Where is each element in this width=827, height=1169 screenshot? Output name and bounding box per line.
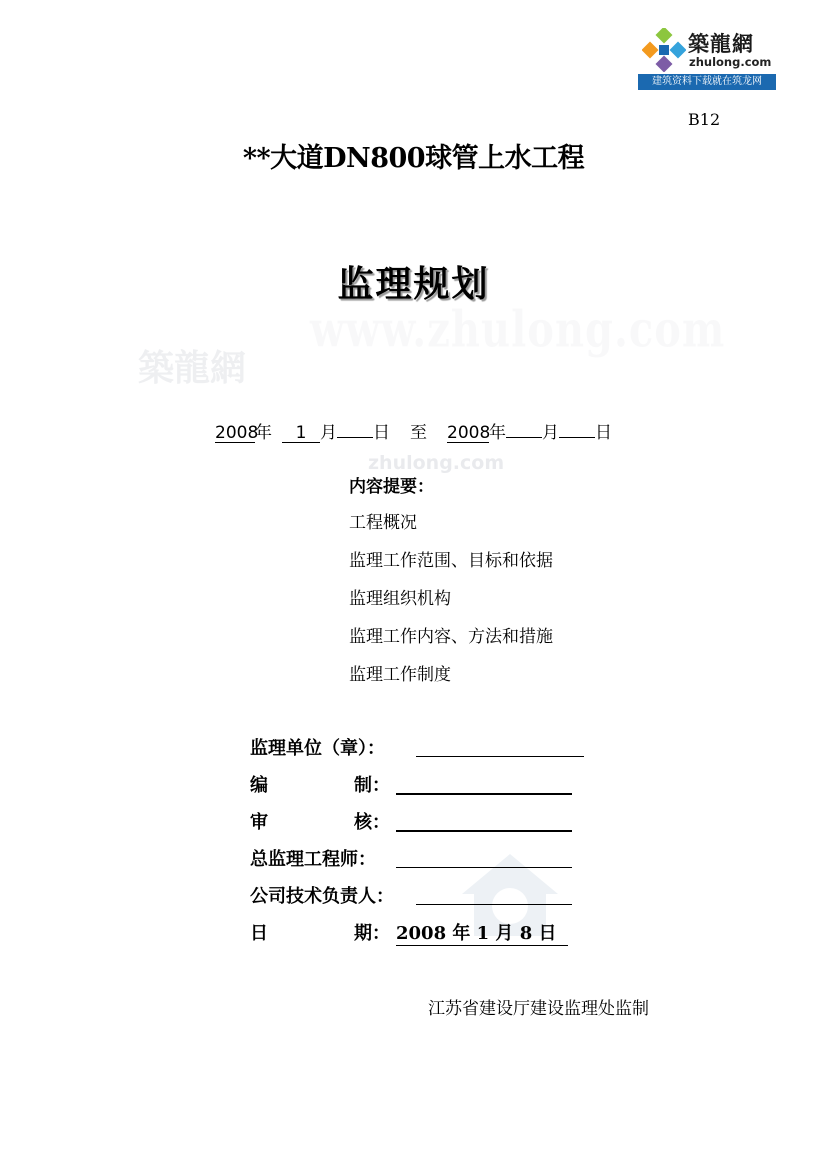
date-label-1: 日: [250, 923, 268, 944]
end-month: [506, 437, 542, 438]
zhulong-logo: [638, 24, 776, 90]
end-day: [559, 437, 595, 438]
date-value: 2008 年 1 月 8 日: [396, 919, 568, 946]
contents-item: 监理工作范围、目标和依据: [349, 551, 553, 571]
contents-item: 工程概况: [349, 513, 417, 533]
project-title: **大道DN800球管上水工程: [242, 143, 585, 174]
reviewed-by-line: [396, 830, 572, 832]
end-year-label: 年: [489, 423, 506, 443]
compiled-by-label-1: 编: [250, 775, 268, 796]
contents-item: 监理工作内容、方法和措施: [349, 627, 553, 647]
contents-heading: 内容提要：: [349, 477, 434, 497]
compiled-by-label-2: 制：: [354, 775, 390, 796]
end-day-label: 日: [595, 423, 612, 443]
day-label: 日: [373, 423, 390, 443]
issuer: 江苏省建设厅建设监理处监制: [428, 999, 649, 1019]
end-year: 2008: [447, 423, 491, 443]
supervision-unit-line: [416, 756, 584, 757]
tech-lead-line: [416, 904, 572, 905]
to-label: 至: [410, 423, 427, 443]
reviewed-by-label-1: 审: [250, 812, 268, 833]
chief-engineer-line: [396, 867, 572, 868]
logo-brand-cn: 築龍網: [688, 31, 754, 56]
logo-slogan: 建筑资料下载就在筑龙网: [638, 74, 776, 90]
year-label: 年: [255, 423, 272, 443]
start-year: 2008: [215, 423, 259, 443]
zhulong-mark-icon: [642, 28, 686, 72]
reviewed-by-label-2: 核：: [354, 812, 390, 833]
watermark-en: zhulong.com: [368, 452, 505, 474]
contents-item: 监理工作制度: [349, 665, 451, 685]
chief-engineer-label: 总监理工程师：: [250, 849, 376, 870]
start-month: 1: [282, 424, 320, 443]
end-month-label: 月: [542, 423, 559, 443]
document-title: 监理规划: [337, 264, 490, 305]
contents-item: 监理组织机构: [349, 589, 451, 609]
watermark-cn: 築龍網: [138, 347, 247, 389]
compiled-by-line: [396, 793, 572, 795]
date-label-2: 期：: [354, 923, 390, 944]
start-day: [337, 437, 373, 438]
document-code: B12: [688, 110, 721, 129]
logo-brand-en: zhulong.com: [689, 55, 772, 69]
contents-summary: [349, 472, 553, 698]
watermark-url: www.zhulong.com: [310, 300, 726, 359]
month-label: 月: [320, 423, 337, 443]
date-range: [0, 418, 827, 443]
tech-lead-label: 公司技术负责人：: [250, 886, 394, 907]
supervision-unit-label: 监理单位（章）：: [250, 738, 385, 759]
